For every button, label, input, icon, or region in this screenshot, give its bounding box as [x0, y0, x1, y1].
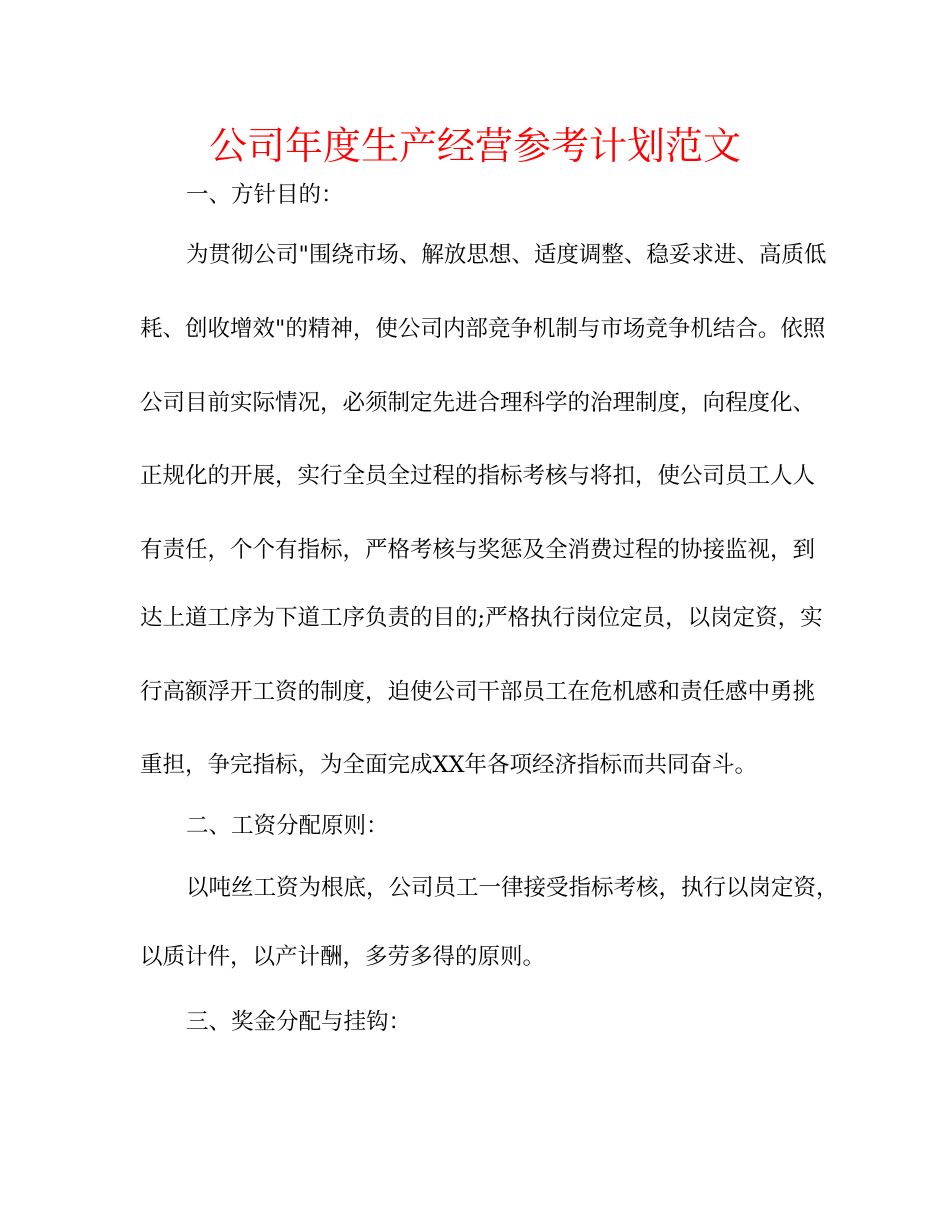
section1-line-7: 行高额浮开工资的制度，迫使公司干部员工在危机感和责任感中勇挑	[140, 679, 816, 705]
section1-line-2: 耗、创收增效"的精神，使公司内部竞争机制与市场竞争机结合。依照	[140, 316, 826, 342]
section1-line-6: 达上道工序为下道工序负责的目的;严格执行岗位定员，以岗定资，实	[140, 605, 823, 631]
section2-heading: 二、工资分配原则：	[186, 813, 389, 839]
section1-line-3: 公司目前实际情况，必须制定先进合理科学的治理制度，向程度化、	[140, 390, 816, 416]
section2-line-1: 以吨丝工资为根底，公司员工一律接受指标考核，执行以岗定资，	[186, 875, 839, 901]
section1-line-1: 为贯彻公司"围绕市场、解放思想、适度调整、稳妥求进、高质低	[186, 242, 827, 268]
section1-heading: 一、方针目的：	[186, 182, 344, 208]
section3-heading: 三、奖金分配与挂钩：	[186, 1009, 412, 1035]
document-title: 公司年度生产经营参考计划范文	[208, 124, 741, 168]
section1-line-4: 正规化的开展，实行全员全过程的指标考核与将扣，使公司员工人人	[140, 463, 816, 489]
section2-line-2: 以质计件，以产计酬，多劳多得的原则。	[140, 944, 546, 970]
section1-line-5: 有责任，个个有指标，严格考核与奖惩及全消费过程的协接监视，到	[140, 537, 816, 563]
section1-line-8: 重担，争完指标，为全面完成XX年各项经济指标而共同奋斗。	[140, 752, 758, 778]
